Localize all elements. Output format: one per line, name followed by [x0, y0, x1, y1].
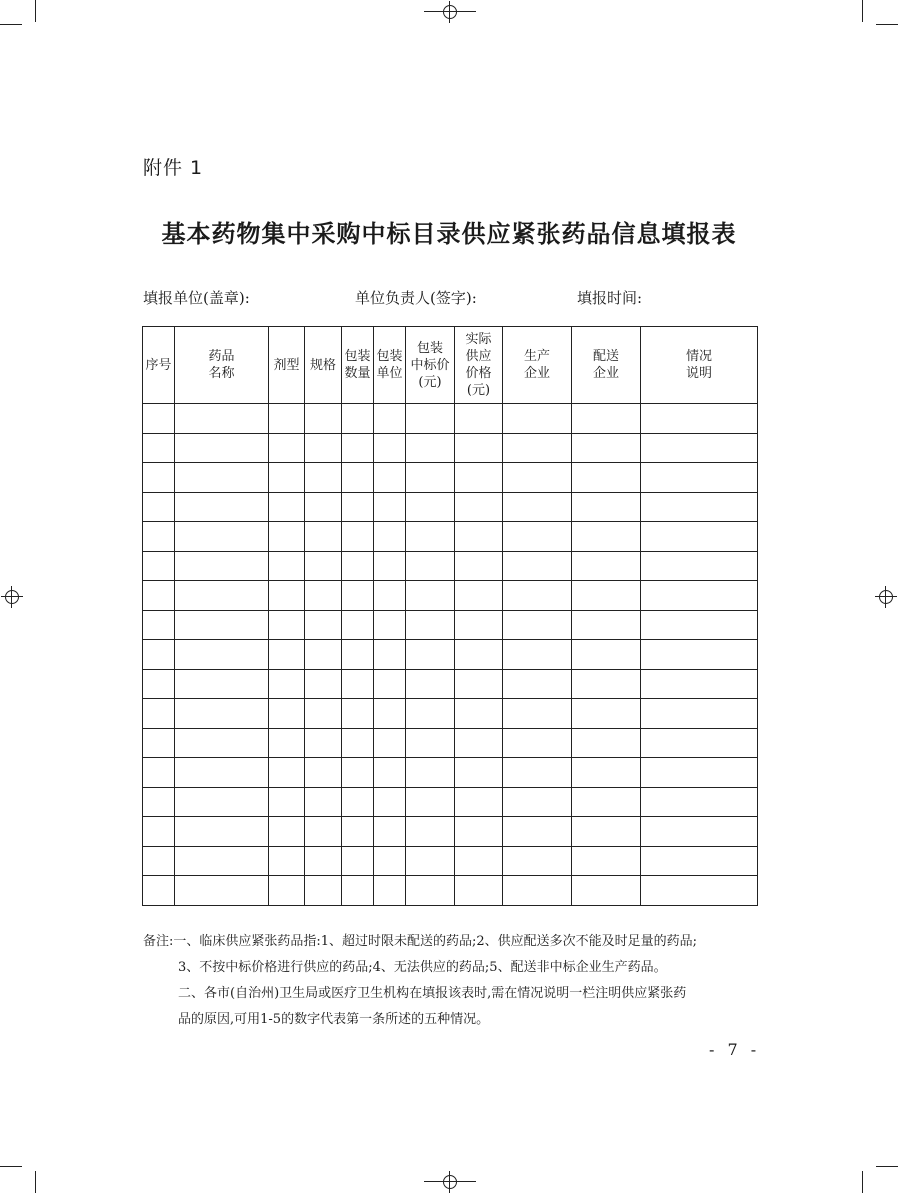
table-header-row	[143, 327, 758, 404]
table-cell-distributor[interactable]	[572, 640, 641, 670]
table-cell-bid_price[interactable]	[406, 876, 455, 906]
table-row	[143, 551, 758, 581]
table-cell-actual_price[interactable]	[455, 492, 503, 522]
note-line: 备注:一、临床供应紧张药品指:1、超过时限未配送的药品;2、供应配送多次不能及时足量的药品;	[143, 934, 698, 949]
table-cell-form[interactable]	[269, 581, 305, 611]
table-cell-remarks[interactable]	[641, 551, 758, 581]
table-cell-distributor[interactable]	[572, 581, 641, 611]
table-cell-name[interactable]	[175, 817, 269, 847]
table-row	[143, 463, 758, 493]
table-row	[143, 433, 758, 463]
table-cell-manufacturer[interactable]	[503, 492, 572, 522]
column-header-distributor: 配送 企业	[572, 327, 641, 404]
table-row	[143, 817, 758, 847]
column-header-form: 剂型	[269, 327, 305, 404]
table-row	[143, 492, 758, 522]
table-cell-seq[interactable]	[143, 404, 175, 434]
table-row	[143, 640, 758, 670]
table-cell-pack_unit[interactable]	[374, 433, 406, 463]
crop-mark	[35, 0, 36, 22]
table-cell-manufacturer[interactable]	[503, 787, 572, 817]
table-cell-pack_unit[interactable]	[374, 551, 406, 581]
table-cell-bid_price[interactable]	[406, 404, 455, 434]
table-cell-remarks[interactable]	[641, 433, 758, 463]
table-cell-seq[interactable]	[143, 492, 175, 522]
table-cell-form[interactable]	[269, 522, 305, 552]
table-cell-name[interactable]	[175, 551, 269, 581]
table-cell-remarks[interactable]	[641, 640, 758, 670]
table-cell-actual_price[interactable]	[455, 640, 503, 670]
column-header-actual_price: 实际 供应 价格 (元)	[455, 327, 503, 404]
table-cell-name[interactable]	[175, 522, 269, 552]
table-cell-spec[interactable]	[305, 699, 342, 729]
table-cell-pack_qty[interactable]	[342, 433, 374, 463]
table-cell-remarks[interactable]	[641, 787, 758, 817]
table-cell-spec[interactable]	[305, 846, 342, 876]
table-cell-manufacturer[interactable]	[503, 699, 572, 729]
table-cell-actual_price[interactable]	[455, 699, 503, 729]
table-cell-manufacturer[interactable]	[503, 404, 572, 434]
table-cell-manufacturer[interactable]	[503, 640, 572, 670]
table-cell-spec[interactable]	[305, 404, 342, 434]
table-body	[143, 404, 758, 906]
table-cell-form[interactable]	[269, 817, 305, 847]
table-cell-pack_unit[interactable]	[374, 610, 406, 640]
note-line: 3、不按中标价格进行供应的药品;4、无法供应的药品;5、配送非中标企业生产药品。	[178, 960, 667, 975]
table-cell-bid_price[interactable]	[406, 522, 455, 552]
table-cell-name[interactable]	[175, 699, 269, 729]
table-cell-pack_unit[interactable]	[374, 817, 406, 847]
crop-mark	[862, 1171, 863, 1193]
table-cell-pack_qty[interactable]	[342, 876, 374, 906]
table-cell-manufacturer[interactable]	[503, 876, 572, 906]
table-cell-form[interactable]	[269, 699, 305, 729]
table-cell-name[interactable]	[175, 640, 269, 670]
table-cell-pack_unit[interactable]	[374, 787, 406, 817]
table-cell-spec[interactable]	[305, 817, 342, 847]
table-cell-seq[interactable]	[143, 433, 175, 463]
table-cell-pack_unit[interactable]	[374, 640, 406, 670]
table-cell-seq[interactable]	[143, 551, 175, 581]
table-cell-pack_unit[interactable]	[374, 492, 406, 522]
table-cell-name[interactable]	[175, 787, 269, 817]
table-cell-bid_price[interactable]	[406, 787, 455, 817]
table-cell-form[interactable]	[269, 758, 305, 788]
table-cell-remarks[interactable]	[641, 728, 758, 758]
table-cell-remarks[interactable]	[641, 492, 758, 522]
table-cell-pack_unit[interactable]	[374, 846, 406, 876]
crop-mark	[862, 0, 863, 22]
table-cell-remarks[interactable]	[641, 846, 758, 876]
registration-mark-left	[1, 586, 23, 608]
note-line: 品的原因,可用1-5的数字代表第一条所述的五种情况。	[178, 1012, 490, 1027]
table-cell-pack_qty[interactable]	[342, 817, 374, 847]
table-cell-pack_unit[interactable]	[374, 404, 406, 434]
table-cell-remarks[interactable]	[641, 758, 758, 788]
table-cell-name[interactable]	[175, 433, 269, 463]
table-cell-remarks[interactable]	[641, 699, 758, 729]
page-title: 基本药物集中采购中标目录供应紧张药品信息填报表	[161, 219, 737, 248]
table-cell-manufacturer[interactable]	[503, 817, 572, 847]
table-cell-bid_price[interactable]	[406, 551, 455, 581]
table-cell-pack_qty[interactable]	[342, 669, 374, 699]
table-row	[143, 876, 758, 906]
column-header-pack_unit: 包装 单位	[374, 327, 406, 404]
table-cell-form[interactable]	[269, 610, 305, 640]
table-cell-pack_qty[interactable]	[342, 787, 374, 817]
table-cell-actual_price[interactable]	[455, 758, 503, 788]
table-cell-form[interactable]	[269, 846, 305, 876]
table-cell-distributor[interactable]	[572, 876, 641, 906]
note-line: 二、各市(自治州)卫生局或医疗卫生机构在填报该表时,需在情况说明一栏注明供应紧张药	[178, 986, 687, 1001]
table-cell-pack_qty[interactable]	[342, 699, 374, 729]
table-cell-pack_unit[interactable]	[374, 669, 406, 699]
table-cell-manufacturer[interactable]	[503, 669, 572, 699]
table-row	[143, 669, 758, 699]
table-row	[143, 610, 758, 640]
table-cell-manufacturer[interactable]	[503, 846, 572, 876]
table-cell-name[interactable]	[175, 669, 269, 699]
table-cell-pack_unit[interactable]	[374, 522, 406, 552]
table-cell-actual_price[interactable]	[455, 404, 503, 434]
table-row	[143, 522, 758, 552]
table-cell-name[interactable]	[175, 492, 269, 522]
table-cell-pack_unit[interactable]	[374, 876, 406, 906]
table-cell-remarks[interactable]	[641, 463, 758, 493]
table-cell-pack_qty[interactable]	[342, 492, 374, 522]
column-header-seq: 序号	[143, 327, 175, 404]
table-row	[143, 728, 758, 758]
table-cell-name[interactable]	[175, 404, 269, 434]
column-header-name: 药品 名称	[175, 327, 269, 404]
table-cell-actual_price[interactable]	[455, 463, 503, 493]
table-row	[143, 699, 758, 729]
table-cell-form[interactable]	[269, 728, 305, 758]
table-cell-seq[interactable]	[143, 758, 175, 788]
table-cell-bid_price[interactable]	[406, 728, 455, 758]
table-cell-spec[interactable]	[305, 728, 342, 758]
table-cell-pack_qty[interactable]	[342, 404, 374, 434]
table-cell-spec[interactable]	[305, 787, 342, 817]
table-cell-manufacturer[interactable]	[503, 581, 572, 611]
table-cell-seq[interactable]	[143, 787, 175, 817]
meta-time-label: 填报时间:	[577, 289, 643, 307]
table-cell-actual_price[interactable]	[455, 876, 503, 906]
table-row	[143, 846, 758, 876]
table-cell-pack_unit[interactable]	[374, 463, 406, 493]
table-cell-bid_price[interactable]	[406, 463, 455, 493]
table-cell-pack_qty[interactable]	[342, 728, 374, 758]
table-cell-pack_unit[interactable]	[374, 728, 406, 758]
table-cell-form[interactable]	[269, 669, 305, 699]
table-cell-remarks[interactable]	[641, 404, 758, 434]
table-cell-bid_price[interactable]	[406, 669, 455, 699]
table-cell-actual_price[interactable]	[455, 817, 503, 847]
table-cell-name[interactable]	[175, 463, 269, 493]
table-cell-distributor[interactable]	[572, 404, 641, 434]
table-cell-manufacturer[interactable]	[503, 758, 572, 788]
table-cell-spec[interactable]	[305, 669, 342, 699]
crop-mark	[0, 24, 22, 25]
table-cell-seq[interactable]	[143, 699, 175, 729]
table-cell-spec[interactable]	[305, 876, 342, 906]
table-cell-bid_price[interactable]	[406, 699, 455, 729]
table-cell-manufacturer[interactable]	[503, 433, 572, 463]
table-cell-distributor[interactable]	[572, 551, 641, 581]
table-cell-distributor[interactable]	[572, 522, 641, 552]
table-cell-bid_price[interactable]	[406, 492, 455, 522]
table-row	[143, 758, 758, 788]
table-cell-manufacturer[interactable]	[503, 728, 572, 758]
table-cell-distributor[interactable]	[572, 817, 641, 847]
table-cell-manufacturer[interactable]	[503, 522, 572, 552]
table-cell-distributor[interactable]	[572, 463, 641, 493]
table-cell-name[interactable]	[175, 758, 269, 788]
table-cell-name[interactable]	[175, 876, 269, 906]
table-cell-actual_price[interactable]	[455, 610, 503, 640]
table-cell-actual_price[interactable]	[455, 787, 503, 817]
table-cell-form[interactable]	[269, 876, 305, 906]
table-cell-distributor[interactable]	[572, 787, 641, 817]
table-cell-distributor[interactable]	[572, 433, 641, 463]
table-cell-pack_qty[interactable]	[342, 551, 374, 581]
table-cell-spec[interactable]	[305, 551, 342, 581]
table-cell-pack_unit[interactable]	[374, 699, 406, 729]
table-cell-distributor[interactable]	[572, 758, 641, 788]
meta-unit-label: 填报单位(盖章):	[143, 289, 250, 307]
table-cell-actual_price[interactable]	[455, 669, 503, 699]
table-row	[143, 787, 758, 817]
table-cell-manufacturer[interactable]	[503, 551, 572, 581]
table-cell-bid_price[interactable]	[406, 433, 455, 463]
table-cell-actual_price[interactable]	[455, 846, 503, 876]
column-header-remarks: 情况 说明	[641, 327, 758, 404]
table-cell-form[interactable]	[269, 640, 305, 670]
notes	[143, 929, 763, 1033]
column-header-spec: 规格	[305, 327, 342, 404]
table-cell-distributor[interactable]	[572, 699, 641, 729]
table-cell-bid_price[interactable]	[406, 640, 455, 670]
table-cell-form[interactable]	[269, 463, 305, 493]
table-cell-seq[interactable]	[143, 876, 175, 906]
table-cell-spec[interactable]	[305, 640, 342, 670]
table-cell-remarks[interactable]	[641, 610, 758, 640]
table-cell-bid_price[interactable]	[406, 817, 455, 847]
table-cell-actual_price[interactable]	[455, 581, 503, 611]
table-cell-seq[interactable]	[143, 669, 175, 699]
table-cell-form[interactable]	[269, 492, 305, 522]
table-cell-actual_price[interactable]	[455, 551, 503, 581]
table-cell-form[interactable]	[269, 787, 305, 817]
table-cell-pack_qty[interactable]	[342, 522, 374, 552]
meta-responsible-label: 单位负责人(签字):	[355, 289, 477, 307]
table-cell-bid_price[interactable]	[406, 610, 455, 640]
table-cell-seq[interactable]	[143, 610, 175, 640]
registration-mark-right	[875, 586, 897, 608]
table-cell-spec[interactable]	[305, 610, 342, 640]
table-cell-seq[interactable]	[143, 728, 175, 758]
table-cell-form[interactable]	[269, 551, 305, 581]
column-header-pack_qty: 包装 数量	[342, 327, 374, 404]
table-cell-seq[interactable]	[143, 463, 175, 493]
table-cell-spec[interactable]	[305, 463, 342, 493]
table-cell-spec[interactable]	[305, 492, 342, 522]
table-cell-name[interactable]	[175, 581, 269, 611]
table-cell-spec[interactable]	[305, 581, 342, 611]
attachment-label: 附件 1	[143, 157, 204, 179]
table-cell-bid_price[interactable]	[406, 846, 455, 876]
table-cell-seq[interactable]	[143, 581, 175, 611]
table-cell-name[interactable]	[175, 610, 269, 640]
table-cell-remarks[interactable]	[641, 522, 758, 552]
table-cell-pack_qty[interactable]	[342, 581, 374, 611]
table-cell-form[interactable]	[269, 404, 305, 434]
table-cell-seq[interactable]	[143, 522, 175, 552]
table-cell-seq[interactable]	[143, 846, 175, 876]
page-number: - 7 -	[709, 1040, 761, 1059]
crop-mark	[0, 1166, 22, 1167]
table-cell-remarks[interactable]	[641, 581, 758, 611]
table-cell-spec[interactable]	[305, 522, 342, 552]
table-cell-actual_price[interactable]	[455, 728, 503, 758]
table-cell-distributor[interactable]	[572, 610, 641, 640]
table-cell-distributor[interactable]	[572, 669, 641, 699]
table-cell-remarks[interactable]	[641, 669, 758, 699]
table-cell-pack_qty[interactable]	[342, 463, 374, 493]
registration-mark-top	[439, 1, 461, 23]
table-row	[143, 404, 758, 434]
crop-mark	[35, 1171, 36, 1193]
table-cell-remarks[interactable]	[641, 817, 758, 847]
table-cell-pack_qty[interactable]	[342, 610, 374, 640]
table-cell-seq[interactable]	[143, 640, 175, 670]
table-row	[143, 581, 758, 611]
table-cell-pack_qty[interactable]	[342, 640, 374, 670]
report-table	[142, 326, 758, 906]
table-cell-pack_unit[interactable]	[374, 758, 406, 788]
table-cell-actual_price[interactable]	[455, 522, 503, 552]
crop-mark	[876, 1166, 898, 1167]
table-cell-remarks[interactable]	[641, 876, 758, 906]
column-header-manufacturer: 生产 企业	[503, 327, 572, 404]
table-cell-spec[interactable]	[305, 758, 342, 788]
column-header-bid_price: 包装 中标价 (元)	[406, 327, 455, 404]
table-cell-manufacturer[interactable]	[503, 463, 572, 493]
table-cell-bid_price[interactable]	[406, 581, 455, 611]
table-cell-seq[interactable]	[143, 817, 175, 847]
table-cell-form[interactable]	[269, 433, 305, 463]
table-cell-distributor[interactable]	[572, 728, 641, 758]
table-cell-pack_qty[interactable]	[342, 846, 374, 876]
table-cell-pack_qty[interactable]	[342, 758, 374, 788]
table-cell-manufacturer[interactable]	[503, 610, 572, 640]
crop-mark	[876, 24, 898, 25]
registration-mark-bottom	[439, 1171, 461, 1193]
table-cell-distributor[interactable]	[572, 846, 641, 876]
table-cell-name[interactable]	[175, 846, 269, 876]
table-cell-name[interactable]	[175, 728, 269, 758]
table-cell-bid_price[interactable]	[406, 758, 455, 788]
table-cell-distributor[interactable]	[572, 492, 641, 522]
table-cell-spec[interactable]	[305, 433, 342, 463]
table-cell-pack_unit[interactable]	[374, 581, 406, 611]
table-cell-actual_price[interactable]	[455, 433, 503, 463]
